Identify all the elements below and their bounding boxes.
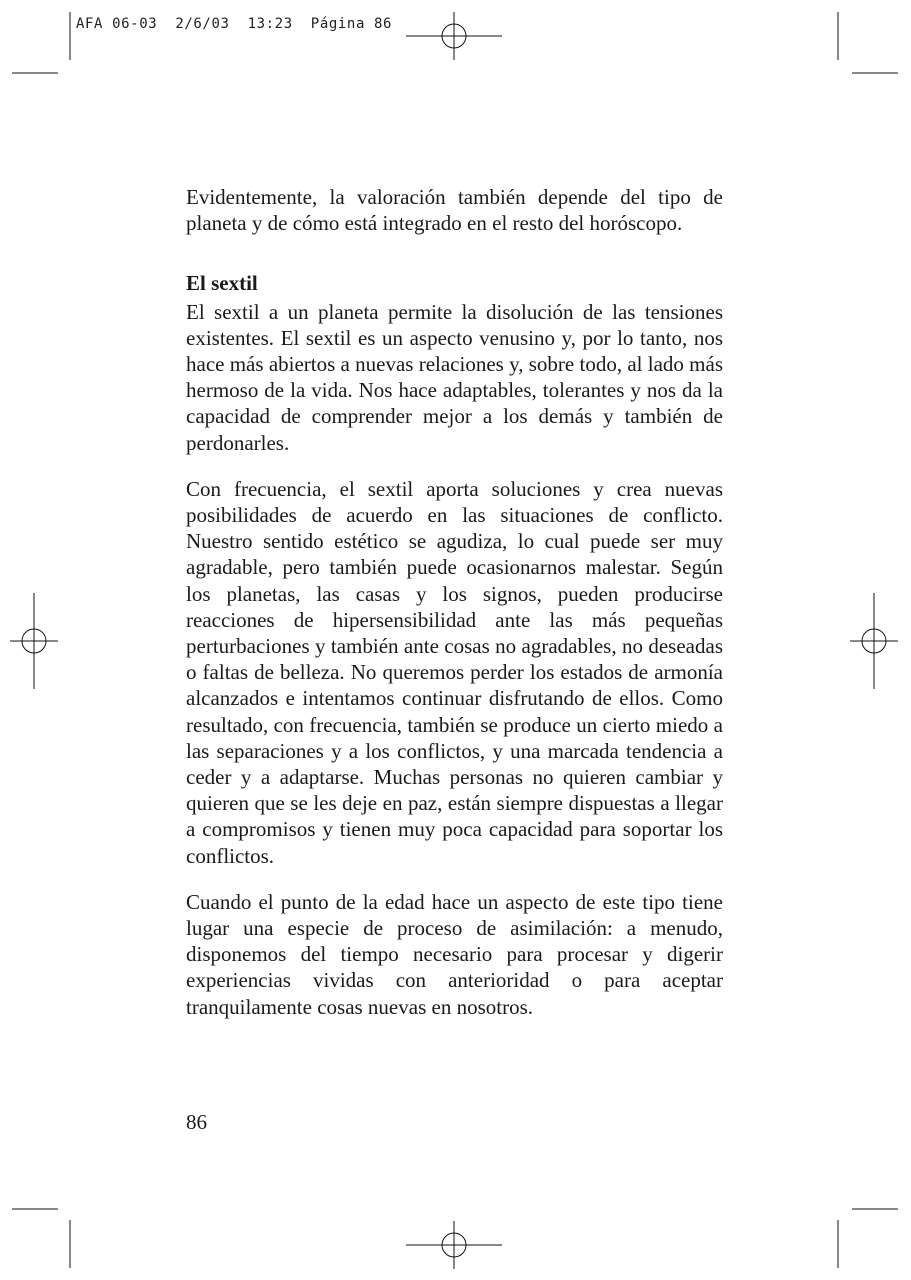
body-text [186, 184, 723, 1020]
slug-time: 13:23 [247, 16, 293, 32]
intro-paragraph: Evidentemente, la valoración también depende del tipo de planeta y de cómo está integrado en el resto del horóscopo. [186, 185, 723, 236]
body-paragraph-2: Con frecuencia, el sextil aporta soluciones y crea nuevas posibilidades de acuerdo en las situaciones de conflicto. Nuestro sentido estético se agudiza, lo cual puede ser muy agradable, pero también puede ocasionarnos malestar. Según los planetas, las casas y los signos, pueden producirse reacciones de hipersensibilidad ante las más pequeñas perturbaciones y también ante cosas no agradables, no deseadas o faltas de belleza. No queremos perder los estados de armonía alcanzados e intentamos continuar disfrutando de ellos. Como resultado, con frecuencia, también se produce un cierto miedo a las separaciones y a los conflictos, y una marcada tendencia a ceder y a adaptarse. Muchas personas no quieren cambiar y quieren que se les deje en paz, están siempre dispuestas a llegar a compromisos y tienen muy poca capacidad para soportar los conflictos. [186, 476, 723, 868]
registration-mark-bottom [406, 1221, 502, 1269]
slug-date: 2/6/03 [175, 16, 230, 32]
section-heading: El sextil [186, 271, 258, 296]
page-number: 86 [186, 1110, 207, 1134]
slug-code: AFA 06-03 [76, 16, 158, 32]
slug-page-label: Página 86 [310, 16, 393, 32]
body-paragraph-1: El sextil a un planeta permite la disolución de las tensiones existentes. El sextil es un aspecto venusino y, por lo tanto, nos hace más abiertos a nuevas relaciones y, sobre todo, al lado más hermoso de la vida. Nos hace adaptables, tolerantes y nos da la capacidad de comprender mejor a los demás y también de perdonarles. [186, 299, 723, 455]
registration-mark-top [406, 12, 502, 60]
body-paragraph-3: Cuando el punto de la edad hace un aspecto de este tipo tiene lugar una especie de proceso de asimilación: a menudo, disponemos del tiempo necesario para procesar y digerir experiencias vividas con anterioridad o para aceptar tranquilamente cosas nuevas en nosotros. [186, 889, 723, 1019]
registration-mark-left [10, 593, 58, 689]
registration-mark-right [850, 593, 898, 689]
